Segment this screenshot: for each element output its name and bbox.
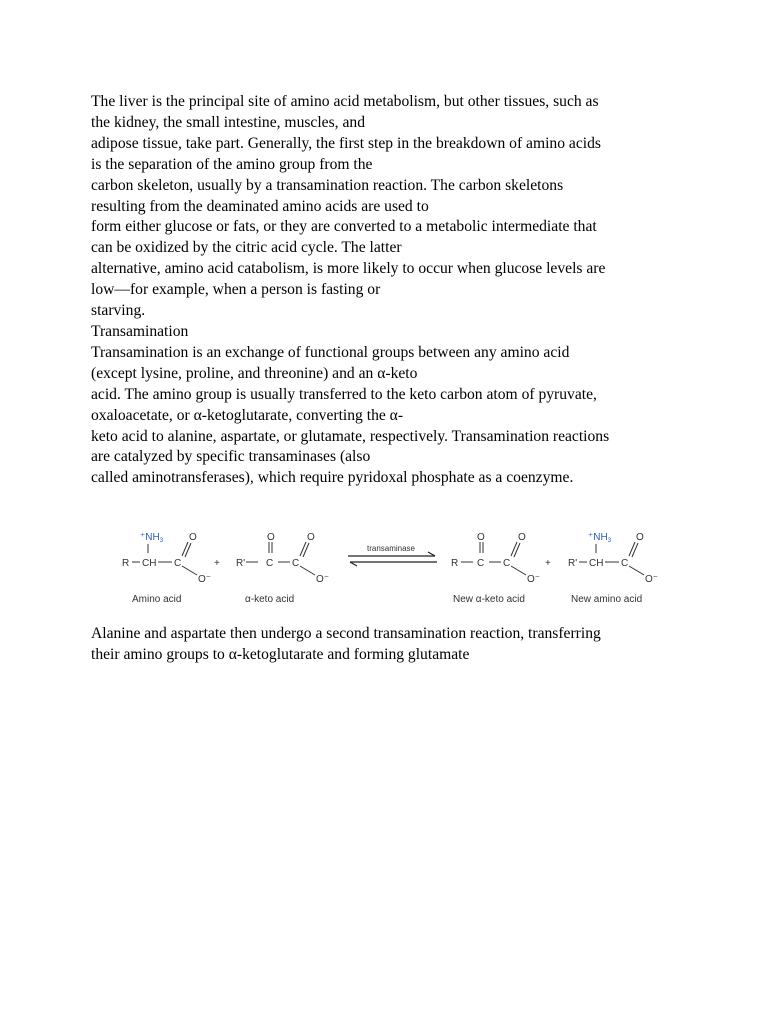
text-line: is the separation of the amino group from the [91, 155, 373, 173]
plus-sign: + [545, 558, 551, 569]
keto-carbon: C [477, 558, 485, 569]
section-heading: Transamination [91, 322, 189, 340]
oxygen-atom: O [518, 532, 526, 543]
text-line: their amino groups to α-ketoglutarate and forming glutamate [91, 645, 470, 663]
caption-new-amino-acid: New amino acid [571, 594, 643, 605]
equilibrium-arrow-icon [348, 552, 437, 566]
text-line: form either glucose or fats, or they are converted to a metabolic intermediate that [91, 218, 597, 236]
text-line: adipose tissue, take part. Generally, the first step in the breakdown of amino acids [91, 134, 601, 152]
text-line: starving. [91, 302, 146, 320]
oxide-atom: O⁻ [316, 574, 330, 585]
oxide-atom: O⁻ [645, 574, 659, 585]
enzyme-label: transaminase [366, 544, 416, 553]
text-line: oxaloacetate, or α-ketoglutarate, converting the α- [91, 406, 404, 424]
keto-carbon: C [266, 558, 274, 569]
plus-sign: + [214, 558, 220, 569]
text-line: the kidney, the small intestine, muscles, and [91, 113, 365, 131]
r-prime-group: R' [568, 558, 578, 569]
oxygen-atom: O [636, 532, 644, 543]
caption-amino-acid: Amino acid [132, 594, 182, 605]
carbonyl-carbon: C [503, 558, 511, 569]
text-line: (except lysine, proline, and threonine) and an α-keto [91, 364, 418, 382]
r-group: R [451, 558, 459, 569]
text-line: The liver is the principal site of amino acid metabolism, but other tissues, such as [91, 93, 599, 110]
new-amino-acid-structure [568, 532, 658, 585]
oxide-atom: O⁻ [198, 574, 212, 585]
text-line: can be oxidized by the citric acid cycle. The latter [91, 239, 402, 257]
amine-group: $^+NH_3$ [140, 532, 164, 544]
body-text-top [91, 92, 751, 489]
carbonyl-carbon: C [621, 558, 629, 569]
carbonyl-carbon: C [174, 558, 182, 569]
scheme-captions [132, 594, 642, 605]
alpha-carbon: CH [142, 558, 157, 569]
body-text-bottom [91, 624, 751, 666]
r-group: R [122, 558, 130, 569]
keto-acid-structure [236, 532, 329, 585]
r-prime-group: R' [236, 558, 246, 569]
oxide-atom: O⁻ [527, 574, 541, 585]
reaction-diagram [110, 520, 690, 614]
transamination-scheme [110, 520, 690, 614]
text-line: low—for example, when a person is fasting or [91, 281, 381, 299]
text-line: resulting from the deaminated amino acids are used to [91, 197, 429, 215]
text-line: keto acid to alanine, aspartate, or glutamate, respectively. Transamination reactions [91, 427, 610, 445]
text-line: called aminotransferases), which require pyridoxal phosphate as a coenzyme. [91, 469, 574, 487]
text-line: are catalyzed by specific transaminases (also [91, 448, 371, 466]
amine-group: $^+NH_3$ [588, 532, 612, 544]
alpha-carbon: CH [589, 558, 604, 569]
oxygen-atom: O [189, 532, 197, 543]
text-line: acid. The amino group is usually transferred to the keto carbon atom of pyruvate, [91, 385, 597, 403]
caption-keto-acid: α-keto acid [245, 594, 295, 605]
new-keto-acid-structure [451, 532, 551, 585]
oxygen-atom: O [307, 532, 315, 543]
oxygen-atom: O [477, 532, 485, 543]
text-line: carbon skeleton, usually by a transamination reaction. The carbon skeletons [91, 176, 564, 194]
text-line: alternative, amino acid catabolism, is more likely to occur when glucose levels are [91, 260, 606, 278]
carbonyl-carbon: C [292, 558, 300, 569]
oxygen-atom: O [267, 532, 275, 543]
text-line: Transamination is an exchange of functional groups between any amino acid [91, 343, 570, 361]
amino-acid-structure [122, 532, 220, 585]
text-line: Alanine and aspartate then undergo a second transamination reaction, transferring [91, 625, 601, 642]
caption-new-keto-acid: New α-keto acid [453, 594, 525, 605]
